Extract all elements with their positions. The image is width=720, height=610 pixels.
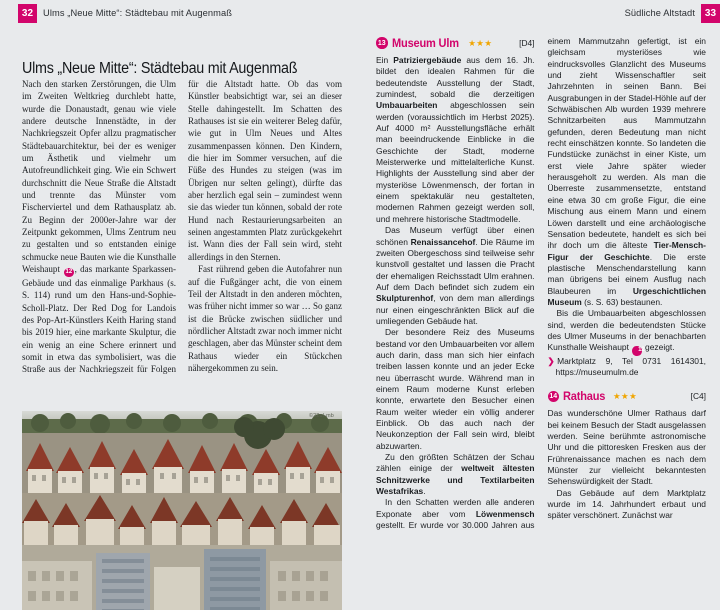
poi-heading-museum-ulm[interactable] bbox=[376, 36, 535, 50]
right-page-columns bbox=[376, 36, 706, 608]
poi-heading-rathaus[interactable] bbox=[548, 389, 707, 403]
left-page-columns bbox=[22, 78, 342, 408]
museum-p1-bold-1: Patriziergebäude bbox=[393, 55, 462, 65]
museum-p1-d: abgeschlossen sein werden (voraussichtlich im Herbst 2025). Auf 4000 m² Ausstellungsfläche erhält man beeindruckende Einblicke in die Geschichte der Stadt, moderne Meisterwerke und mittelalterliche Kunst. Highlights der Ausstellung sind aber der mysteriöse Löwenmensch, der fortan in einem spektakulär neu gestalteten, modernen Rahmen gezeigt werden soll, und mehrere historische Stadtmodelle. bbox=[376, 100, 535, 224]
museum-paragraph-2 bbox=[376, 225, 535, 327]
museum-p2-d: , von dem man allerdings nur einen eingeschränkten Blick auf die umliegenden Gebäude hat. bbox=[376, 293, 535, 326]
running-head-left-title: Ulms „Neue Mitte“: Städtebau mit Augenmaß bbox=[43, 8, 233, 18]
museum-p2-bold-1: Renaissancehof bbox=[410, 236, 476, 247]
museum-p4-bold-1: weltweit ältesten Schnitzwerke und Textilarbeiten Westafrikas bbox=[376, 463, 535, 497]
folio-left: 32 bbox=[18, 4, 37, 23]
museum-paragraph-6 bbox=[548, 308, 707, 355]
museum-p2-c: . Die Räume im zweiten Obergeschoss sind teilweise sehr kunstvoll gestaltet und lassen die Pracht der ehemaligen Reichsstadt Ulm erahnen. Auf dem Dach befindet sich zudem ein bbox=[376, 236, 535, 292]
museum-p4-a: Zu den größten Schätzen der Schau zählen einige der bbox=[376, 452, 535, 474]
poi-badge-museum-ulm: 13 bbox=[376, 37, 388, 49]
museum-p5-bold-2: Tier-Mensch-Figur der Geschichte bbox=[547, 240, 706, 262]
museum-paragraph-3: Der besondere Reiz des Museums bestand vor den Umbauarbeiten vor allem auch darin, dass man sich hier einfach treiben lassen konnte und an jeder Ecke neu überrascht wurde. Während man in einem Raum moderne Kunst erleben konnte, erwartete den Besucher einen Raum weiter wieder ein völlig anderer Einblick. Ob das auch nach der Neukonzeption der Fall sein wird, bleibt abzuwarten. bbox=[376, 327, 535, 451]
museum-paragraph-1 bbox=[376, 55, 535, 225]
page-title: Ulms „Neue Mitte“: Städtebau mit Augenmaß bbox=[22, 60, 298, 78]
right-page bbox=[360, 26, 720, 610]
rathaus-paragraph-2: Das Gebäude auf dem Marktplatz wurde im 14. Jahrhundert erbaut und später verschönert. Zunächst war bbox=[547, 487, 706, 521]
map-grid-ref-museum-ulm: [D4] bbox=[519, 38, 535, 48]
poi-badge-rathaus: 14 bbox=[548, 391, 560, 403]
museum-website-link[interactable]: https://museumulm.de bbox=[555, 366, 639, 377]
folio-right: 33 bbox=[701, 4, 720, 23]
museum-p1-c: aus dem 16. Jh. bildet den idealen Rahmen für die bedeutendste Ausstellung der Stadt, zumindest, sobald die derzeitigen bbox=[376, 55, 535, 100]
running-head-left bbox=[0, 0, 360, 26]
photo-credit: ©22ul-mb bbox=[308, 413, 334, 419]
map-grid-ref-rathaus: [C4] bbox=[690, 391, 706, 402]
museum-p1-a: Ein bbox=[376, 55, 394, 65]
aerial-photo-illustration bbox=[22, 411, 342, 610]
running-head-right bbox=[360, 0, 720, 26]
museum-p5-bold-3: Urgeschichtlichen Museum bbox=[547, 285, 706, 307]
aerial-photo bbox=[22, 411, 342, 610]
left-paragraph-1-part-a: Nach den starken Zerstörungen, die Ulm im Zweiten Weltkrieg durchlebt hatte, wurde die Donaustadt, genau wie viele andere deutsche Innenstädte, in der Nachkriegszeit Opfer allzu pragmatischer Städtebauarchitektur, bei der es weniger um Ästhetik und vielmehr um Autofreundlichkeit ging. Wie ein Schwert durchschnitt die Neue Straße die Altstadt und trennte das Münster vom Fischerviertel und dem Rathausplatz ab. Zu Beginn der 2000er-Jahre war der Zeitpunkt gekommen, Ulms Zentrum neu zu gestalten und so entstanden einige schmucke neue Bauten wie die Kunsthalle Weishaupt bbox=[22, 79, 176, 275]
museum-p6-b: gezeigt. bbox=[642, 342, 675, 353]
poi-badge-kunsthalle-ref[interactable]: 12 bbox=[632, 346, 641, 355]
poi-badge-kunsthalle[interactable]: 12 bbox=[65, 269, 73, 276]
museum-paragraph-4 bbox=[376, 452, 535, 497]
rathaus-paragraph-1: Das wunderschöne Ulmer Rathaus darf bei keinem Besuch der Stadt ausgelassen werden. Seine berühmte astronomische Uhr und die pittoresken Fresken aus der Frührenaissance machen es nach dem Münster zur vielleicht bekanntesten Sehenswürdigkeit der Stadt. bbox=[547, 408, 706, 487]
rating-stars-museum-ulm: ★★★ bbox=[468, 37, 493, 48]
museum-p5-c: gestellt. Er wurde vor 30.000 Jahren aus einem Mammutzahn gefertigt, ist ein gleichsam mysteriöses wie eindrucksvolles Glanzlicht des Museums und zieht Wissenschaftler seit Jahrzehnten in seinen Bann. Bei Ausgrabungen in der Stadel-Höhle auf der Schwäbischen Alb wurden 1939 mehrere Schnitzarbeiten aus Mammutzahn gefunden, deren Bedeutung man nicht recht einschätzen konnte. So landeten die Fundstücke zunächst in einer Kiste, um erst viele Jahre später wieder herausgeholt zu werden. Als man die Überreste zusammensetzte, entstand eine etwa 30 cm große Figur, die eine Mischung aus einem Mann und einem Löwen darstellt und eine archäologische Sensation bedeutete, handelt es sich bei ihr doch um die älteste bbox=[376, 36, 706, 531]
museum-p6-a: Bis die Umbauarbeiten abgeschlossen sind, werden die bedeutendsten Stücke des Ulmer Museums in der benachbarten Kunsthalle Weishaupt bbox=[547, 308, 706, 353]
museum-p5-a: In den Schatten werden alle anderen Exponate aber vom bbox=[376, 497, 535, 519]
museum-p5-bold-1: Löwenmensch bbox=[475, 508, 535, 519]
museum-p1-bold-2: Umbauarbeiten bbox=[376, 100, 438, 111]
left-paragraph-2: Fast rührend geben die Autofahrer nun auf die Fußgänger acht, die von einem Teil der Altstadt in den anderen möchten, was früher nicht immer so war … So ganz ist die Brücke zwischen südlicher und nördlicher Altstadt zwar noch immer nicht geschlagen, aber das Münster scheint dem Rathaus wieder ein Stückchen nähergekommen zu sein. bbox=[188, 264, 342, 373]
museum-p2-bold-2: Skulpturenhof bbox=[376, 293, 434, 304]
museum-contact-info bbox=[548, 356, 707, 379]
museum-p5-e: (s. S. 63) bestaunen. bbox=[581, 296, 663, 307]
left-page bbox=[0, 26, 360, 610]
museum-p5-d: . Die erste plastische Menschendarstellung kann man übrigens bei einem Ausflug nach Blaubeuren im bbox=[547, 251, 706, 296]
rating-stars-rathaus: ★★★ bbox=[612, 390, 638, 401]
museum-p4-c: . bbox=[423, 486, 426, 497]
museum-p2-a: Das Museum verfügt über einen schönen bbox=[376, 225, 535, 247]
museum-address-phone: Marktplatz 9, Tel 0731 1614301, bbox=[557, 355, 706, 366]
poi-title-rathaus: Rathaus bbox=[563, 389, 606, 404]
left-paragraph-1-part-b: , das markante Sparkassen-Gebäude und das einmalige Parkhaus (s. S. 114) rund um den Hans-und-Sophie-Scholl-Platz. Der Red Dog for Landois des Pop-Art-Künstlers Keith Haring stand bis 2019 hier, eine markante Skulptur, die ein wenig an eine Schere erinnert und somit in etwa das symbolisiert, was die Straße aus der Nachkriegszeit für Folgen für die Altstadt hatte. Ob das vom Künstler beabsichtigt war, sei an dieser Stelle dahingestellt. Im Schatten des Rathauses ist sie ein weiterer Beleg dafür, wie gut in Ulm Neues und Altes zusammenpassen können. Den Kindern, die hier im Sommer versuchen, auf die Füße des Hundes zu steigen (was im Übrigen nur selten gelingt), dürfte das aber herzlich egal sein – zumindest wenn sie das wieder tun können, sobald der rote Hund nach Restaurierungsarbeiten an seinen angestammten Platz zurückgekehrt ist. Wann dies der Fall sein wird, steht allerdings in den Sternen. bbox=[22, 79, 342, 375]
bullet-arrow-icon: ❯ bbox=[547, 355, 555, 366]
running-head-right-title: Südliche Altstadt bbox=[624, 8, 695, 18]
poi-title-museum-ulm: Museum Ulm bbox=[391, 36, 459, 50]
